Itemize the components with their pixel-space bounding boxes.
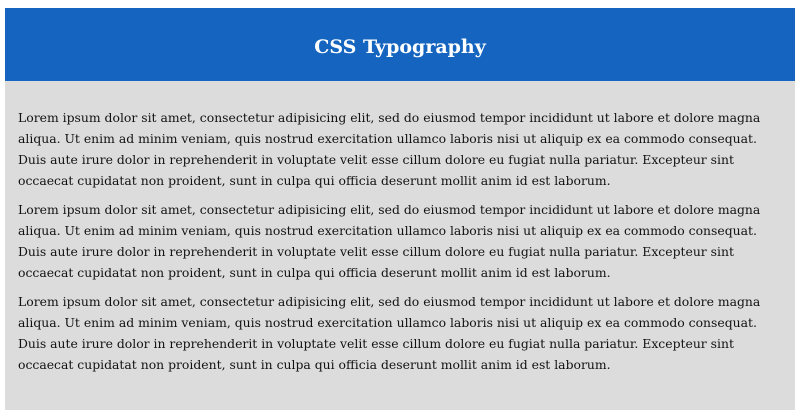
main-content [5,81,795,375]
page-title: CSS Typography [314,35,486,58]
page-header [5,8,795,81]
page-container [5,8,795,410]
paragraph: Lorem ipsum dolor sit amet, consectetur adipisicing elit, sed do eiusmod tempor incididunt ut labore et dolore magna aliqua. Ut enim ad minim veniam, quis nostrud exercitation ullamco laboris nisi ut aliquip ex ea commodo consequat. Duis aute irure dolor in reprehenderit in voluptate velit esse cillum dolore eu fugiat nulla pariatur. Excepteur sint occaecat cupidatat non proident, sunt in culpa qui officia deserunt mollit anim id est laborum. [18,294,761,372]
paragraph: Lorem ipsum dolor sit amet, consectetur adipisicing elit, sed do eiusmod tempor incididunt ut labore et dolore magna aliqua. Ut enim ad minim veniam, quis nostrud exercitation ullamco laboris nisi ut aliquip ex ea commodo consequat. Duis aute irure dolor in reprehenderit in voluptate velit esse cillum dolore eu fugiat nulla pariatur. Excepteur sint occaecat cupidatat non proident, sunt in culpa qui officia deserunt mollit anim id est laborum. [18,202,761,280]
paragraph: Lorem ipsum dolor sit amet, consectetur adipisicing elit, sed do eiusmod tempor incididunt ut labore et dolore magna aliqua. Ut enim ad minim veniam, quis nostrud exercitation ullamco laboris nisi ut aliquip ex ea commodo consequat. Duis aute irure dolor in reprehenderit in voluptate velit esse cillum dolore eu fugiat nulla pariatur. Excepteur sint occaecat cupidatat non proident, sunt in culpa qui officia deserunt mollit anim id est laborum. [18,110,761,188]
